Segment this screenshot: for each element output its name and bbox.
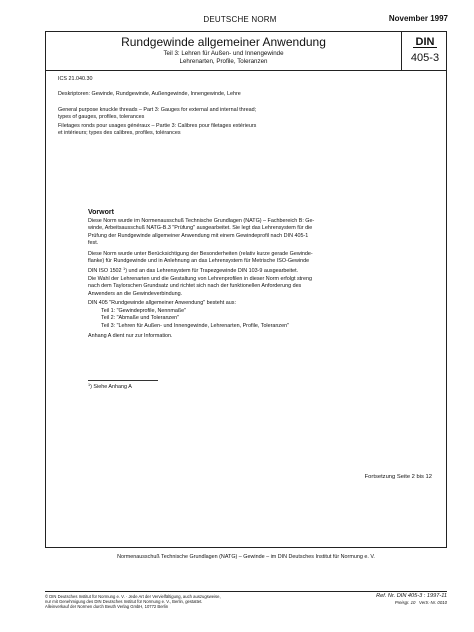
- din-number-box: [401, 32, 448, 70]
- paragraph-line: winde, Arbeitsausschuß NATG-B.3 "Prüfung" ausgearbeitet. Sie legt das Lehrensystem für die: [88, 225, 313, 232]
- norm-label: DEUTSCHE NORM: [203, 15, 277, 24]
- price-group-line: [300, 600, 447, 605]
- french-title-line: Filetages ronds pour usages généraux – Partie 3: Calibres pour filetages extérieurs: [58, 123, 257, 129]
- footnote-text: Siehe Anhang A: [93, 384, 132, 390]
- paragraph-line: Prüfung der Rundgewinde allgemeiner Anwendung mit einem Gewindeprofil nach DIN 405-1: [88, 232, 309, 239]
- committee-line: Normenausschuß Technische Grundlagen (NATG) – Gewinde – im DIN Deutsches Institut für Normung e. V.: [117, 554, 375, 560]
- vorwort-paragraph-2: [88, 251, 420, 275]
- reference-number: Ref. Nr. DIN 405-3 : 1997-11: [376, 593, 447, 599]
- copyright-line: nur mit Genehmigung des DIN Deutsches Institut für Normung e. V., Berlin, gestattet.: [45, 599, 203, 604]
- footnote-divider: [88, 380, 158, 381]
- paragraph-line: fest.: [88, 239, 99, 246]
- din-label: DIN: [402, 36, 448, 48]
- copyright-line: Alleinverkauf der Normen durch Beuth Verlag GmbH, 10772 Berlin: [45, 604, 169, 609]
- line-text: ) und an das Lehrensystem für Trapezgewinde DIN 103-9 ausgearbeitet.: [125, 267, 299, 274]
- list-item: Teil 2: "Abmaße und Toleranzen": [101, 315, 180, 322]
- ics-code: ICS 21.040.30: [58, 76, 93, 82]
- copyright-notice: [45, 594, 285, 609]
- distribution-number: Vertr.-Nr. 0010: [419, 600, 447, 605]
- paragraph-line: flanke) für Rundgewinde und in Anlehnung an das Lehrensystem für Metrische ISO-Gewinde: [88, 258, 310, 265]
- footnote: $^1$) Siehe Anhang A: [88, 383, 132, 390]
- vorwort-paragraph-4: DIN 405 "Rundgewinde allgemeiner Anwendung" besteht aus:: [88, 300, 236, 306]
- continuation-note: Fortsetzung Seite 2 bis 12: [364, 474, 432, 480]
- copyright-line: © DIN Deutsches Institut für Normung e. V. · Jede Art der Vervielfältigung, auch auszugsweise,: [45, 594, 221, 599]
- vorwort-paragraph-1: [88, 218, 420, 247]
- part-list: [101, 308, 289, 330]
- french-title-line: et intérieurs; types des calibres, profiles, tolérances: [58, 130, 181, 136]
- din-number: 405-3: [410, 52, 440, 64]
- publication-date: November 1997: [388, 14, 448, 23]
- footnote-mark: 1: [88, 383, 91, 387]
- english-title-line: types of gauges, profiles, tolerances: [58, 114, 145, 120]
- annex-note: Anhang A dient nur zur Information.: [88, 333, 173, 339]
- title-box: [45, 31, 447, 71]
- deskriptoren: Deskriptoren: Gewinde, Rundgewinde, Außengewinde, Innengewinde, Lehre: [58, 91, 241, 97]
- vorwort-paragraph-3: [88, 276, 420, 298]
- english-title-line: General purpose knuckle threads – Part 3: Gauges for external and internal thread;: [58, 107, 257, 113]
- header-band: [0, 0, 474, 24]
- subtitle-line: Teil 3: Lehren für Außen- und Innengewinde: [163, 50, 284, 57]
- vorwort-heading: Vorwort: [88, 209, 114, 216]
- paragraph-line: Die Wahl der Lehrenarten und die Gestaltung von Lehrenprofilen in dieser Norm erfolgt streng: [88, 276, 312, 282]
- paragraph-line: nach dem Taylorschen Grundsatz und richtet sich nach der funktionellen Anforderung des: [88, 283, 302, 290]
- paragraph-line: Diese Norm wurde unter Berücksichtigung der Besonderheiten (relativ kurze gerade Gewinde-: [88, 251, 313, 257]
- price-group: Preisgr. 10: [394, 600, 416, 605]
- subtitle-line: Lehrenarten, Profile, Toleranzen: [179, 58, 268, 65]
- paragraph-line: Diese Norm wurde im Normenausschuß Technische Grundlagen (NATG) – Fachbereich B: Ge-: [88, 218, 315, 224]
- document-title: Rundgewinde allgemeiner Anwendung: [121, 35, 326, 49]
- list-item: Teil 3: "Lehren für Außen- und Innengewinde, Lehrenarten, Profile, Toleranzen": [101, 322, 290, 329]
- paragraph-line: Anwenders an die Gewindeverbindung.: [88, 290, 183, 297]
- list-item: Teil 1: "Gewindeprofile, Nennmaße": [101, 308, 187, 314]
- footer-divider: [45, 591, 447, 592]
- document-subtitle: [46, 50, 401, 66]
- line-text: DIN ISO 1502: [88, 267, 122, 274]
- paragraph-line: [88, 266, 420, 275]
- footnote-reference: 1: [123, 266, 126, 271]
